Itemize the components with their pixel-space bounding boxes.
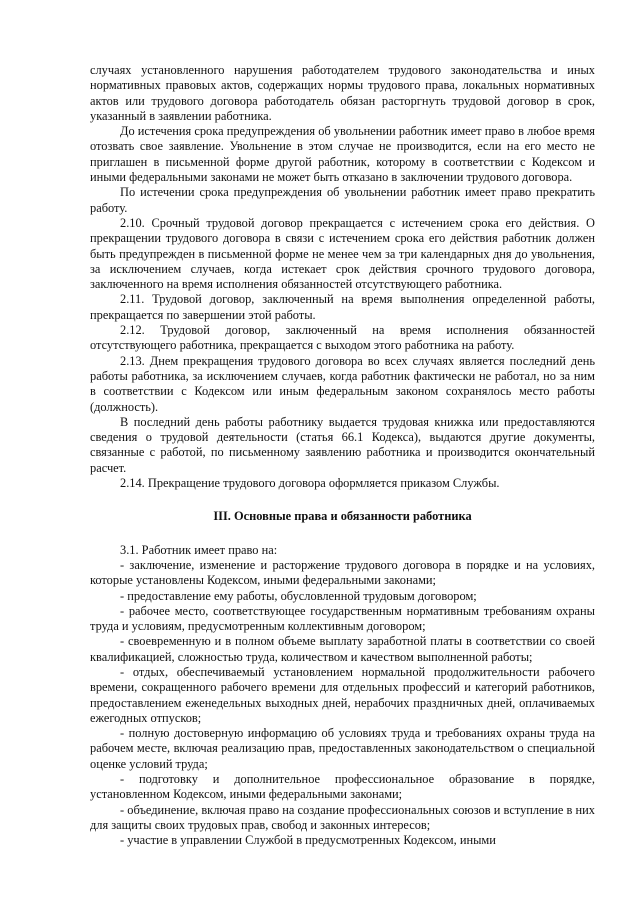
paragraph: 2.11. Трудовой договор, заключенный на время выполнения определенной работы, прекращается по завершении этой работы. (90, 292, 595, 322)
section-ii-continuation (90, 63, 595, 491)
paragraph: - своевременную и в полном объеме выплату заработной платы в соответствии со своей квалификацией, сложностью труда, количеством и качеством выполненной работы; (90, 634, 595, 664)
paragraph: По истечении срока предупреждения об увольнении работник имеет право прекратить работу. (90, 185, 595, 215)
paragraph: - отдых, обеспечиваемый установлением нормальной продолжительности рабочего времени, сокращенного рабочего времени для отдельных профессий и категорий работников, предоставлением еженедельных выходных дней, нерабочих праздничных дней, оплачиваемых ежегодных отпусков; (90, 664, 595, 725)
paragraph: - рабочее место, соответствующее государственным нормативным требованиям охраны труда и условиям, предусмотренным коллективным договором; (90, 603, 595, 634)
paragraph: - подготовку и дополнительное профессиональное образование в порядке, установленном Кодексом, иными федеральными законами; (90, 772, 595, 802)
paragraph: 2.13. Днем прекращения трудового договора во всех случаях является последний день работы работника, за исключением случаев, когда работник фактически не работал, но за ним в соответствии с Кодексом или иным федеральным законом сохранялось место работы (должность). (90, 353, 595, 414)
paragraph: - объединение, включая право на создание профессиональных союзов и вступление в них для защиты своих трудовых прав, свобод и законных интересов; (90, 802, 595, 832)
paragraph: До истечения срока предупреждения об увольнении работник имеет право в любое время отозвать свое заявление. Увольнение в этом случае не производится, если на его место не приглашен в письменной форме другой работник, которому в соответствии с Кодексом и иными федеральными законами не может быть отказано в заключении трудового договора. (90, 124, 595, 185)
paragraph: 3.1. Работник имеет право на: (120, 542, 278, 557)
paragraph: 2.10. Срочный трудовой договор прекращается с истечением срока его действия. О прекращении трудового договора в связи с истечением срока его действия работник должен быть предупрежден в письменной форме не менее чем за три календарных дня до увольнения, за исключением случаев, когда истекает срок действия срочного трудового договора, заключенного на время исполнения обязанностей отсутствующего работника. (90, 215, 595, 292)
document-page (90, 63, 595, 849)
paragraph: - предоставление ему работы, обусловленной трудовым договором; (120, 588, 477, 603)
paragraph: - участие в управлении Службой в предусмотренных Кодексом, иными (120, 833, 496, 848)
paragraph: В последний день работы работнику выдается трудовая книжка или предоставляются сведения о трудовой деятельности (статья 66.1 Кодекса), выдаются другие документы, связанные с работой, по письменному заявлению работника и производится окончательный расчет. (90, 414, 595, 475)
section-heading: III. Основные права и обязанности работника (213, 509, 472, 524)
section-iii-body (90, 543, 595, 849)
paragraph: 2.14. Прекращение трудового договора оформляется приказом Службы. (120, 476, 500, 491)
paragraph: - заключение, изменение и расторжение трудового договора в порядке и на условиях, которые установлены Кодексом, иными федеральными законами; (90, 557, 595, 588)
paragraph: случаях установленного нарушения работодателем трудового законодательства и иных нормативных правовых актов, содержащих нормы трудового права, локальных нормативных актов или трудового договора работодатель обязан расторгнуть трудовой договор в срок, указанный в заявлении работника. (90, 63, 595, 123)
paragraph: - полную достоверную информацию об условиях труда и требованиях охраны труда на рабочем месте, включая реализацию прав, предоставленных законодательством о специальной оценке условий труда; (90, 726, 595, 771)
paragraph: 2.12. Трудовой договор, заключенный на время исполнения обязанностей отсутствующего работника, прекращается с выходом этого работника на работу. (90, 323, 595, 353)
